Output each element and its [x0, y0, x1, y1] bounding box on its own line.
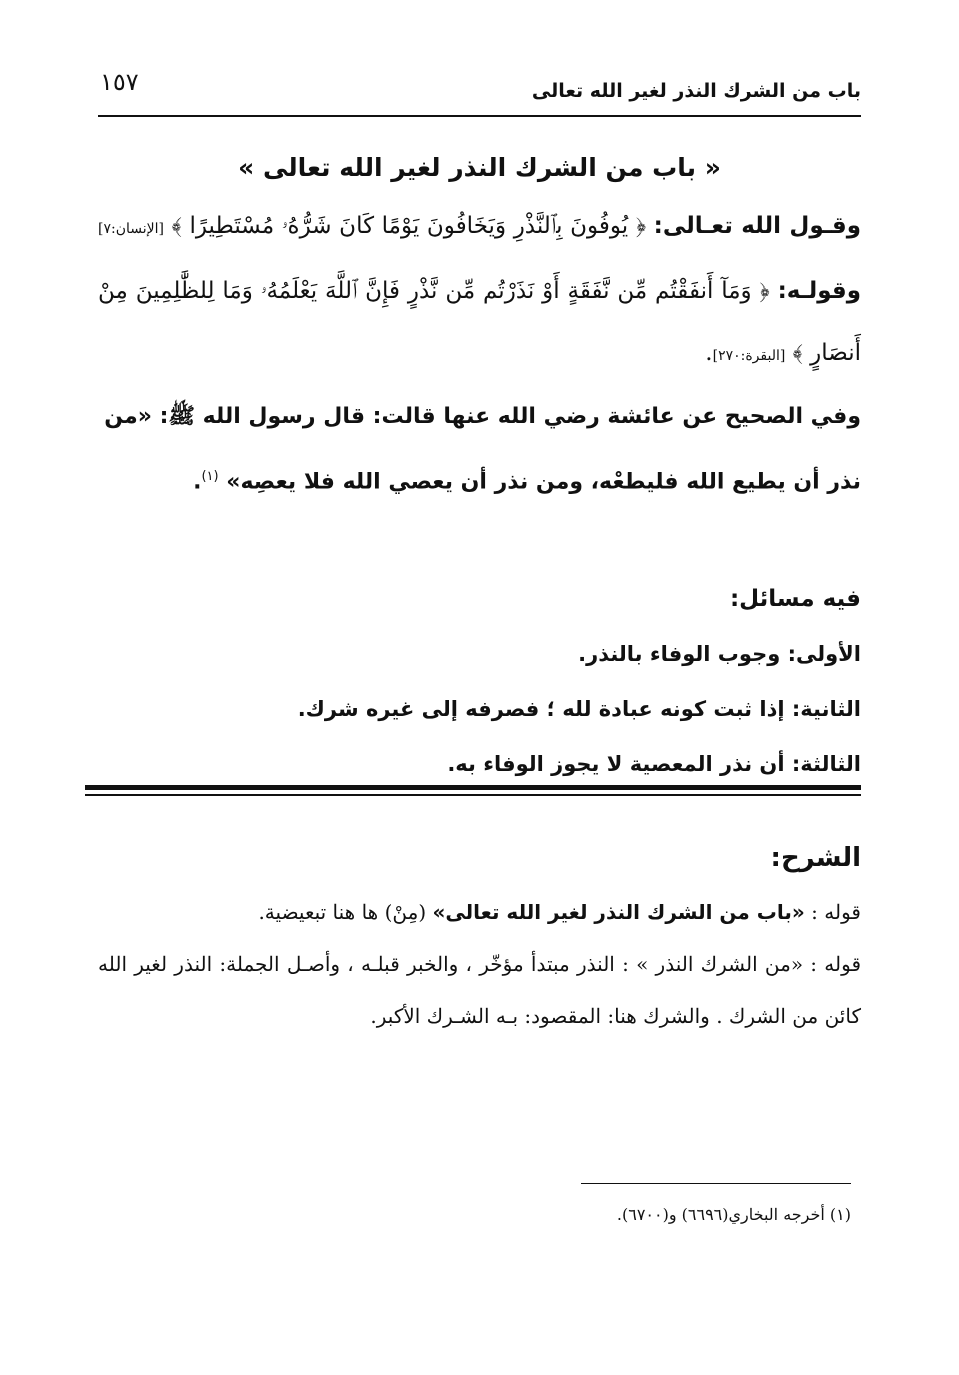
section-divider-thick	[85, 785, 861, 790]
main-text	[98, 140, 861, 512]
commentary-section	[98, 830, 861, 1042]
verse2-ref: [البقرة:٢٧٠]	[712, 348, 786, 364]
issues-title: فيه مسائل:	[729, 586, 861, 612]
verse2-text: ﴿ وَمَآ أَنفَقْتُم مِّن نَّفَقَةٍ أَوْ نَذَرْتُم مِّن نَّذْرٍ فَإِنَّ ٱللَّهَ يَعْلَمُهُۥ وَمَا لِلظَّٰلِمِينَ مِنْ أَنصَارٍ ﴾	[98, 278, 861, 366]
commentary-paragraph-2: قوله : «من الشرك النذر » : النذر مبتدأ مؤخّر ، والخبر قبلـه ، وأصـل الجملة: النذر لغير الله كائن من الشرك . والشرك هنا: المقصود: بـه الشـرك الأكبر.	[98, 952, 861, 1028]
issue-item: الثالثة: أن نذر المعصية لا يجوز الوفاء به.	[447, 752, 861, 776]
chapter-title: « باب من الشرك النذر لغير الله تعالى »	[238, 153, 721, 182]
issue-item: الأولى: وجوب الوفاء بالنذر.	[578, 642, 861, 666]
verse1-lead: وقـول الله تعـالى:	[653, 213, 862, 239]
running-title: باب من الشرك النذر لغير الله تعالى	[531, 80, 861, 102]
commentary-p1-prefix: قوله :	[804, 900, 861, 924]
commentary-p1-quote: «باب من الشرك النذر لغير الله تعالى»	[432, 900, 805, 924]
verse1-ref: [الإنسان:٧]	[98, 221, 164, 237]
header-rule	[98, 115, 861, 117]
commentary-p1-suffix: (مِنْ) ها هنا تبعيضية.	[258, 900, 433, 924]
footnote: (١) أخرجه البخاري(٦٦٩٦) و(٦٧٠٠).	[616, 1205, 851, 1224]
hadith-paragraph: وفي الصحيح عن عائشة رضي الله عنها قالت: قال رسول الله ﷺ: «من نذر أن يطيع الله فليطعْه، ومن نذر أن يعصي الله فلا يعصِه» $^{(١)}$.	[104, 404, 861, 495]
footnote-marker: (١)	[201, 469, 219, 484]
verse-paragraph: وقـول الله تعـالى: ﴿ يُوفُونَ بِٱلنَّذْرِ وَيَخَافُونَ يَوْمًا كَانَ شَرُّهُۥ مُسْتَطِيرًا ﴾ [الإنسان:٧] وقولـه: ﴿ وَمَآ أَنفَقْتُم مِّن نَّفَقَةٍ أَوْ نَذَرْتُم مِّن نَّذْرٍ فَإِنَّ ٱللَّهَ يَعْلَمُهُۥ وَمَا لِلظَّٰلِمِينَ مِنْ أَنصَارٍ ﴾ [البقرة:٢٧٠].	[98, 213, 862, 366]
verse1-text: ﴿ يُوفُونَ بِٱلنَّذْرِ وَيَخَافُونَ يَوْمًا كَانَ شَرُّهُۥ مُسْتَطِيرًا ﴾	[171, 213, 647, 239]
verse2-lead: وقولـه:	[777, 278, 862, 304]
commentary-title: الشرح:	[770, 843, 861, 873]
hadith-text: وفي الصحيح عن عائشة رضي الله عنها قالت: قال رسول الله ﷺ: «من نذر أن يطيع الله فليطعْه، ومن نذر أن يعصي الله فلا يعصِه»	[104, 404, 861, 495]
issue-item: الثانية: إذا ثبت كونه عبادة لله ؛ فصرفه إلى غيره شرك.	[297, 697, 861, 721]
page-number: ١٥٧	[100, 68, 139, 96]
section-divider-thin	[85, 794, 861, 796]
page-header	[98, 68, 861, 108]
commentary-paragraph-1	[98, 886, 861, 938]
issues-section	[98, 572, 861, 792]
footnote-rule	[581, 1183, 851, 1184]
